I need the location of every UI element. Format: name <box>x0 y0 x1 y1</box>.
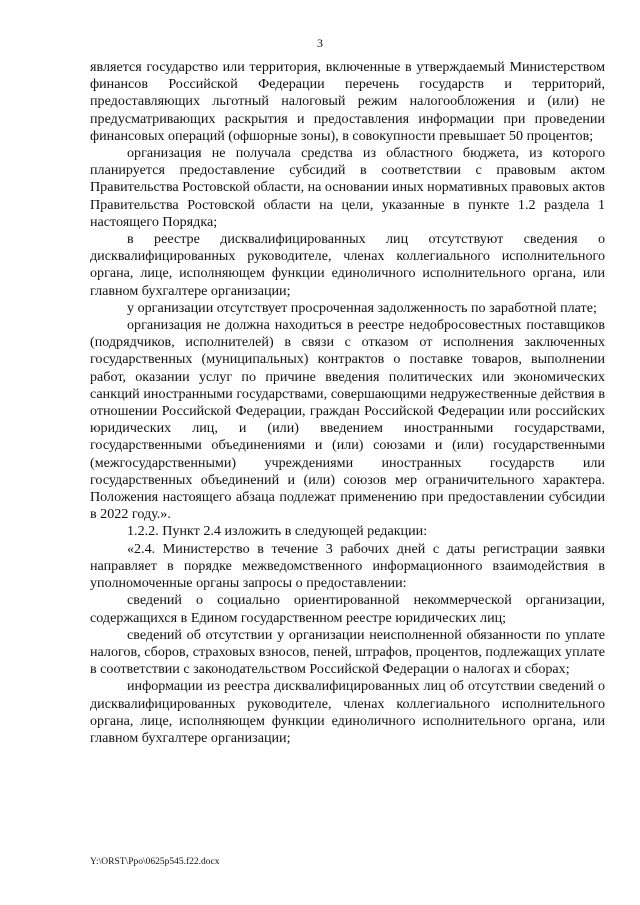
paragraph-no-wage-arrears: у организации отсутствует просроченная задолженность по заработной плате; <box>127 299 597 316</box>
file-path-footer: Y:\ORST\Ppo\0625p545.f22.docx <box>90 857 220 867</box>
page-number: 3 <box>317 36 323 50</box>
paragraph-no-regional-budget-funds: организация не получала средства из областного бюджета, из которого планируется предоставление субсидий в соответствии с правовым актом Правительства Ростовской области, на основании иных нормативных правовых актов Правительства Ростовской области на цели, указанные в пункте 1.2 раздела 1 настоящего Порядка; <box>90 145 605 230</box>
paragraph-clause-1-2-2: 1.2.2. Пункт 2.4 изложить в следующей редакции: <box>127 523 428 540</box>
paragraph-unfair-suppliers-registry: организация не должна находиться в реестре недобросовестных поставщиков (подрядчиков, исполнителей) в связи с отказом от исполнения заключенных государственных (муниципальных) контрактов о поставке товаров, выполнении работ, оказании услуг по причине введения политических или экономических санкций иностранными государствами, совершающими недружественные действия в отношении Российской Федерации, граждан Российской Федерации или российских юридических лиц, и (или) введением иностранными государствами, государственными объединениями и (или) союзами и (или) государственными (межгосударственными) учреждениями иностранных государств или государственных объединений и (или) союзов мер ограничительного характера. Положения настоящего абзаца подлежат применению при предоставлении субсидии в 2022 году.». <box>90 317 605 523</box>
paragraph-disqualified-persons-info: информации из реестра дисквалифицированных лиц об отсутствии сведений о дисквалифицированных руководителе, членах коллегиального исполнительного органа, лице, исполняющем функции единоличного исполнительного органа, или главном бухгалтере организации; <box>90 678 605 746</box>
paragraph-offshore-continuation: является государство или территория, включенные в утверждаемый Министерством финансов Российской Федерации перечень государств и территорий, предоставляющих льготный налоговый режим налогообложения и (или) не предусматривающих раскрытия и предоставления информации при проведении финансовых операций (офшорные зоны), в совокупности превышает 50 процентов; <box>90 59 605 144</box>
document-body <box>90 59 605 747</box>
paragraph-disqualified-persons-registry: в реестре дисквалифицированных лиц отсутствуют сведения о дисквалифицированных руководителе, членах коллегиального исполнительного органа, лице, исполняющем функции единоличного исполнительного органа, или главном бухгалтере организации; <box>90 231 605 299</box>
paragraph-tax-obligations: сведений об отсутствии у организации неисполненной обязанности по уплате налогов, сборов, страховых взносов, пеней, штрафов, процентов, подлежащих уплате в соответствии с законодательством Российской Федерации о налогах и сборах; <box>90 626 605 678</box>
paragraph-egrul-information: сведений о социально ориентированной некоммерческой организации, содержащихся в Едином государственном реестре юридических лиц; <box>90 592 605 626</box>
paragraph-clause-2-4: «2.4. Министерство в течение 3 рабочих дней с даты регистрации заявки направляет в порядке межведомственного информационного взаимодействия в уполномоченные органы запросы о предоставлении: <box>90 540 605 592</box>
